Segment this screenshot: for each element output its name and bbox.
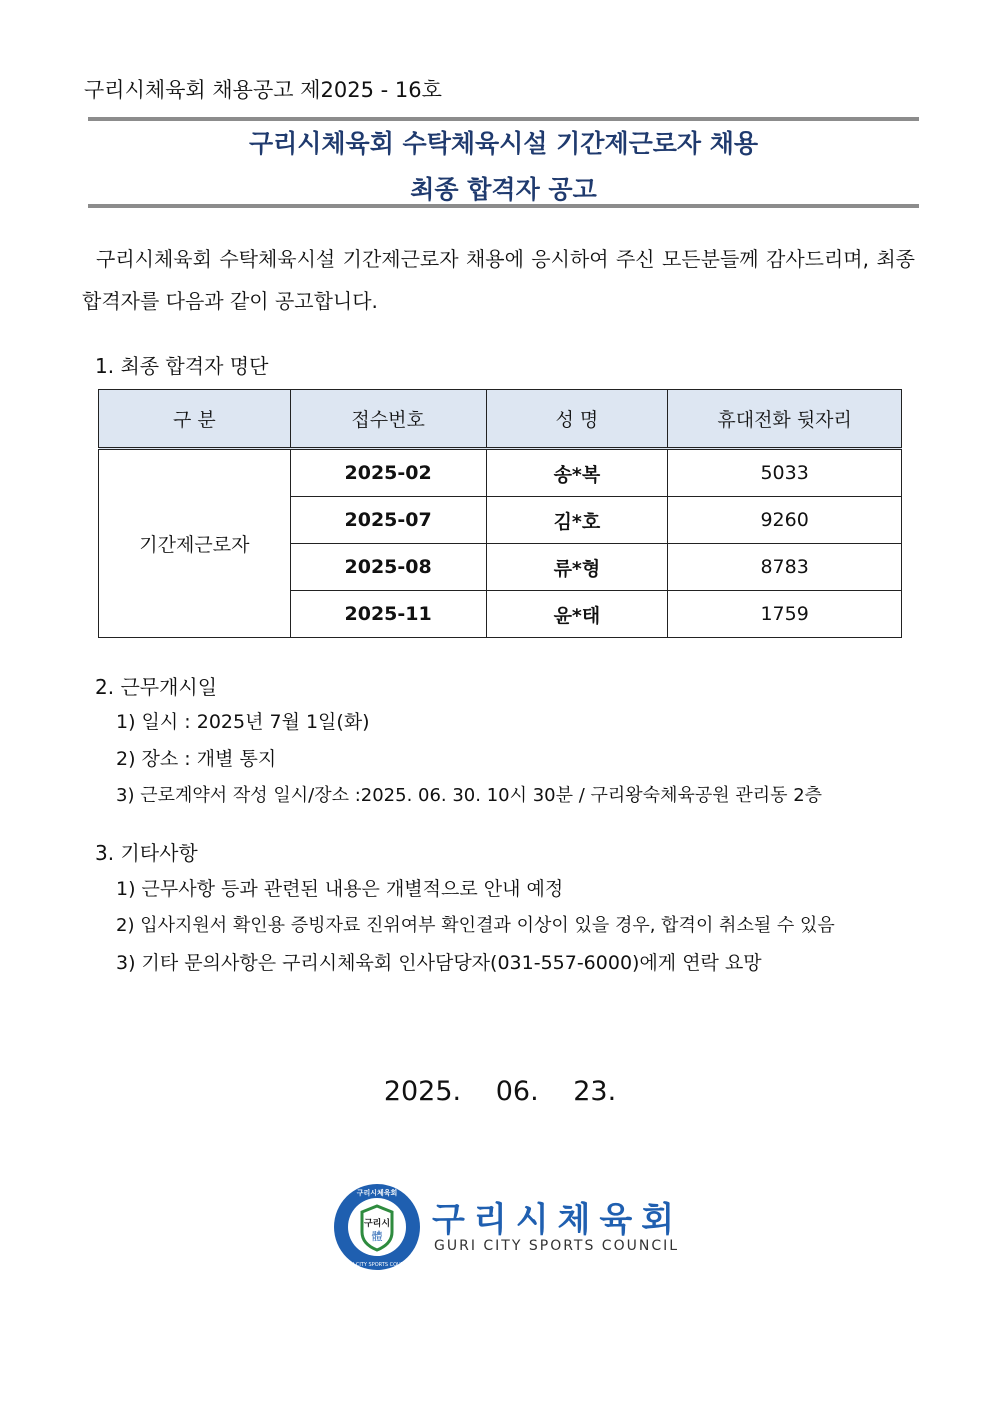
table-header-row bbox=[99, 390, 902, 449]
emblem-ring-text: GURI CITY SPORTS COUNCIL bbox=[341, 1262, 413, 1268]
col-name: 성 명 bbox=[486, 390, 668, 449]
col-category: 구 분 bbox=[99, 390, 291, 449]
logo-name-en: GURI CITY SPORTS COUNCIL bbox=[434, 1238, 680, 1254]
section3-heading: 3. 기타사항 bbox=[95, 841, 198, 865]
name-cell: 김*호 bbox=[486, 497, 668, 544]
title-bottom-rule bbox=[88, 204, 919, 208]
finalist-table bbox=[98, 389, 902, 638]
section3-item: 1) 근무사항 등과 관련된 내용은 개별적으로 안내 예정 bbox=[116, 878, 564, 900]
name-cell: 송*복 bbox=[486, 449, 668, 497]
intro-paragraph: 구리시체육회 수탁체육시설 기간제근로자 채용에 응시하여 주신 모든분들께 감사드리며, 최종 합격자를 다음과 같이 공고합니다. bbox=[82, 247, 915, 313]
emblem-label: 구리시 bbox=[363, 1219, 391, 1229]
category-cell: 기간제근로자 bbox=[99, 449, 291, 638]
phone-cell: 9260 bbox=[668, 497, 902, 544]
section2-heading: 2. 근무개시일 bbox=[95, 675, 218, 699]
receipt-number-cell: 2025-08 bbox=[290, 544, 486, 591]
phone-cell: 5033 bbox=[668, 449, 902, 497]
section2-item: 3) 근로계약서 작성 일시/장소 :2025. 06. 30. 10시 30분 / 구리왕숙체육공원 관리동 2층 bbox=[116, 785, 823, 806]
receipt-number-cell: 2025-11 bbox=[290, 591, 486, 638]
logo-name-kr: 구리시체육회 bbox=[432, 1200, 684, 1240]
receipt-number-cell: 2025-02 bbox=[290, 449, 486, 497]
phone-cell: 8783 bbox=[668, 544, 902, 591]
section3-item: 2) 입사지원서 확인용 증빙자료 진위여부 확인결과 이상이 있을 경우, 합격이 취소될 수 있음 bbox=[116, 915, 835, 936]
title-top-rule bbox=[88, 117, 919, 121]
section1-heading: 1. 최종 합격자 명단 bbox=[95, 354, 269, 378]
emblem-character: 體 bbox=[371, 1230, 383, 1243]
page-title-line1: 구리시체육회 수탁체육시설 기간제근로자 채용 bbox=[248, 129, 759, 158]
section3-item: 3) 기타 문의사항은 구리시체육회 인사담당자(031-557-6000)에게 연락 요망 bbox=[116, 952, 762, 974]
name-cell: 류*형 bbox=[486, 544, 668, 591]
col-receipt-number: 접수번호 bbox=[290, 390, 486, 449]
section2-item: 1) 일시 : 2025년 7월 1일(화) bbox=[116, 711, 370, 733]
section2-item: 2) 장소 : 개별 통지 bbox=[116, 748, 277, 770]
table-row bbox=[99, 449, 902, 497]
emblem-top-text: 구리시체육회 bbox=[356, 1189, 398, 1197]
council-emblem-icon bbox=[332, 1182, 422, 1272]
col-phone-digits: 휴대전화 뒷자리 bbox=[668, 390, 902, 449]
page-title-line2: 최종 합격자 공고 bbox=[410, 175, 597, 204]
phone-cell: 1759 bbox=[668, 591, 902, 638]
announcement-date: 2025. 06. 23. bbox=[383, 1076, 617, 1107]
notice-number: 구리시체육회 채용공고 제2025 - 16호 bbox=[84, 78, 442, 102]
receipt-number-cell: 2025-07 bbox=[290, 497, 486, 544]
name-cell: 윤*태 bbox=[486, 591, 668, 638]
